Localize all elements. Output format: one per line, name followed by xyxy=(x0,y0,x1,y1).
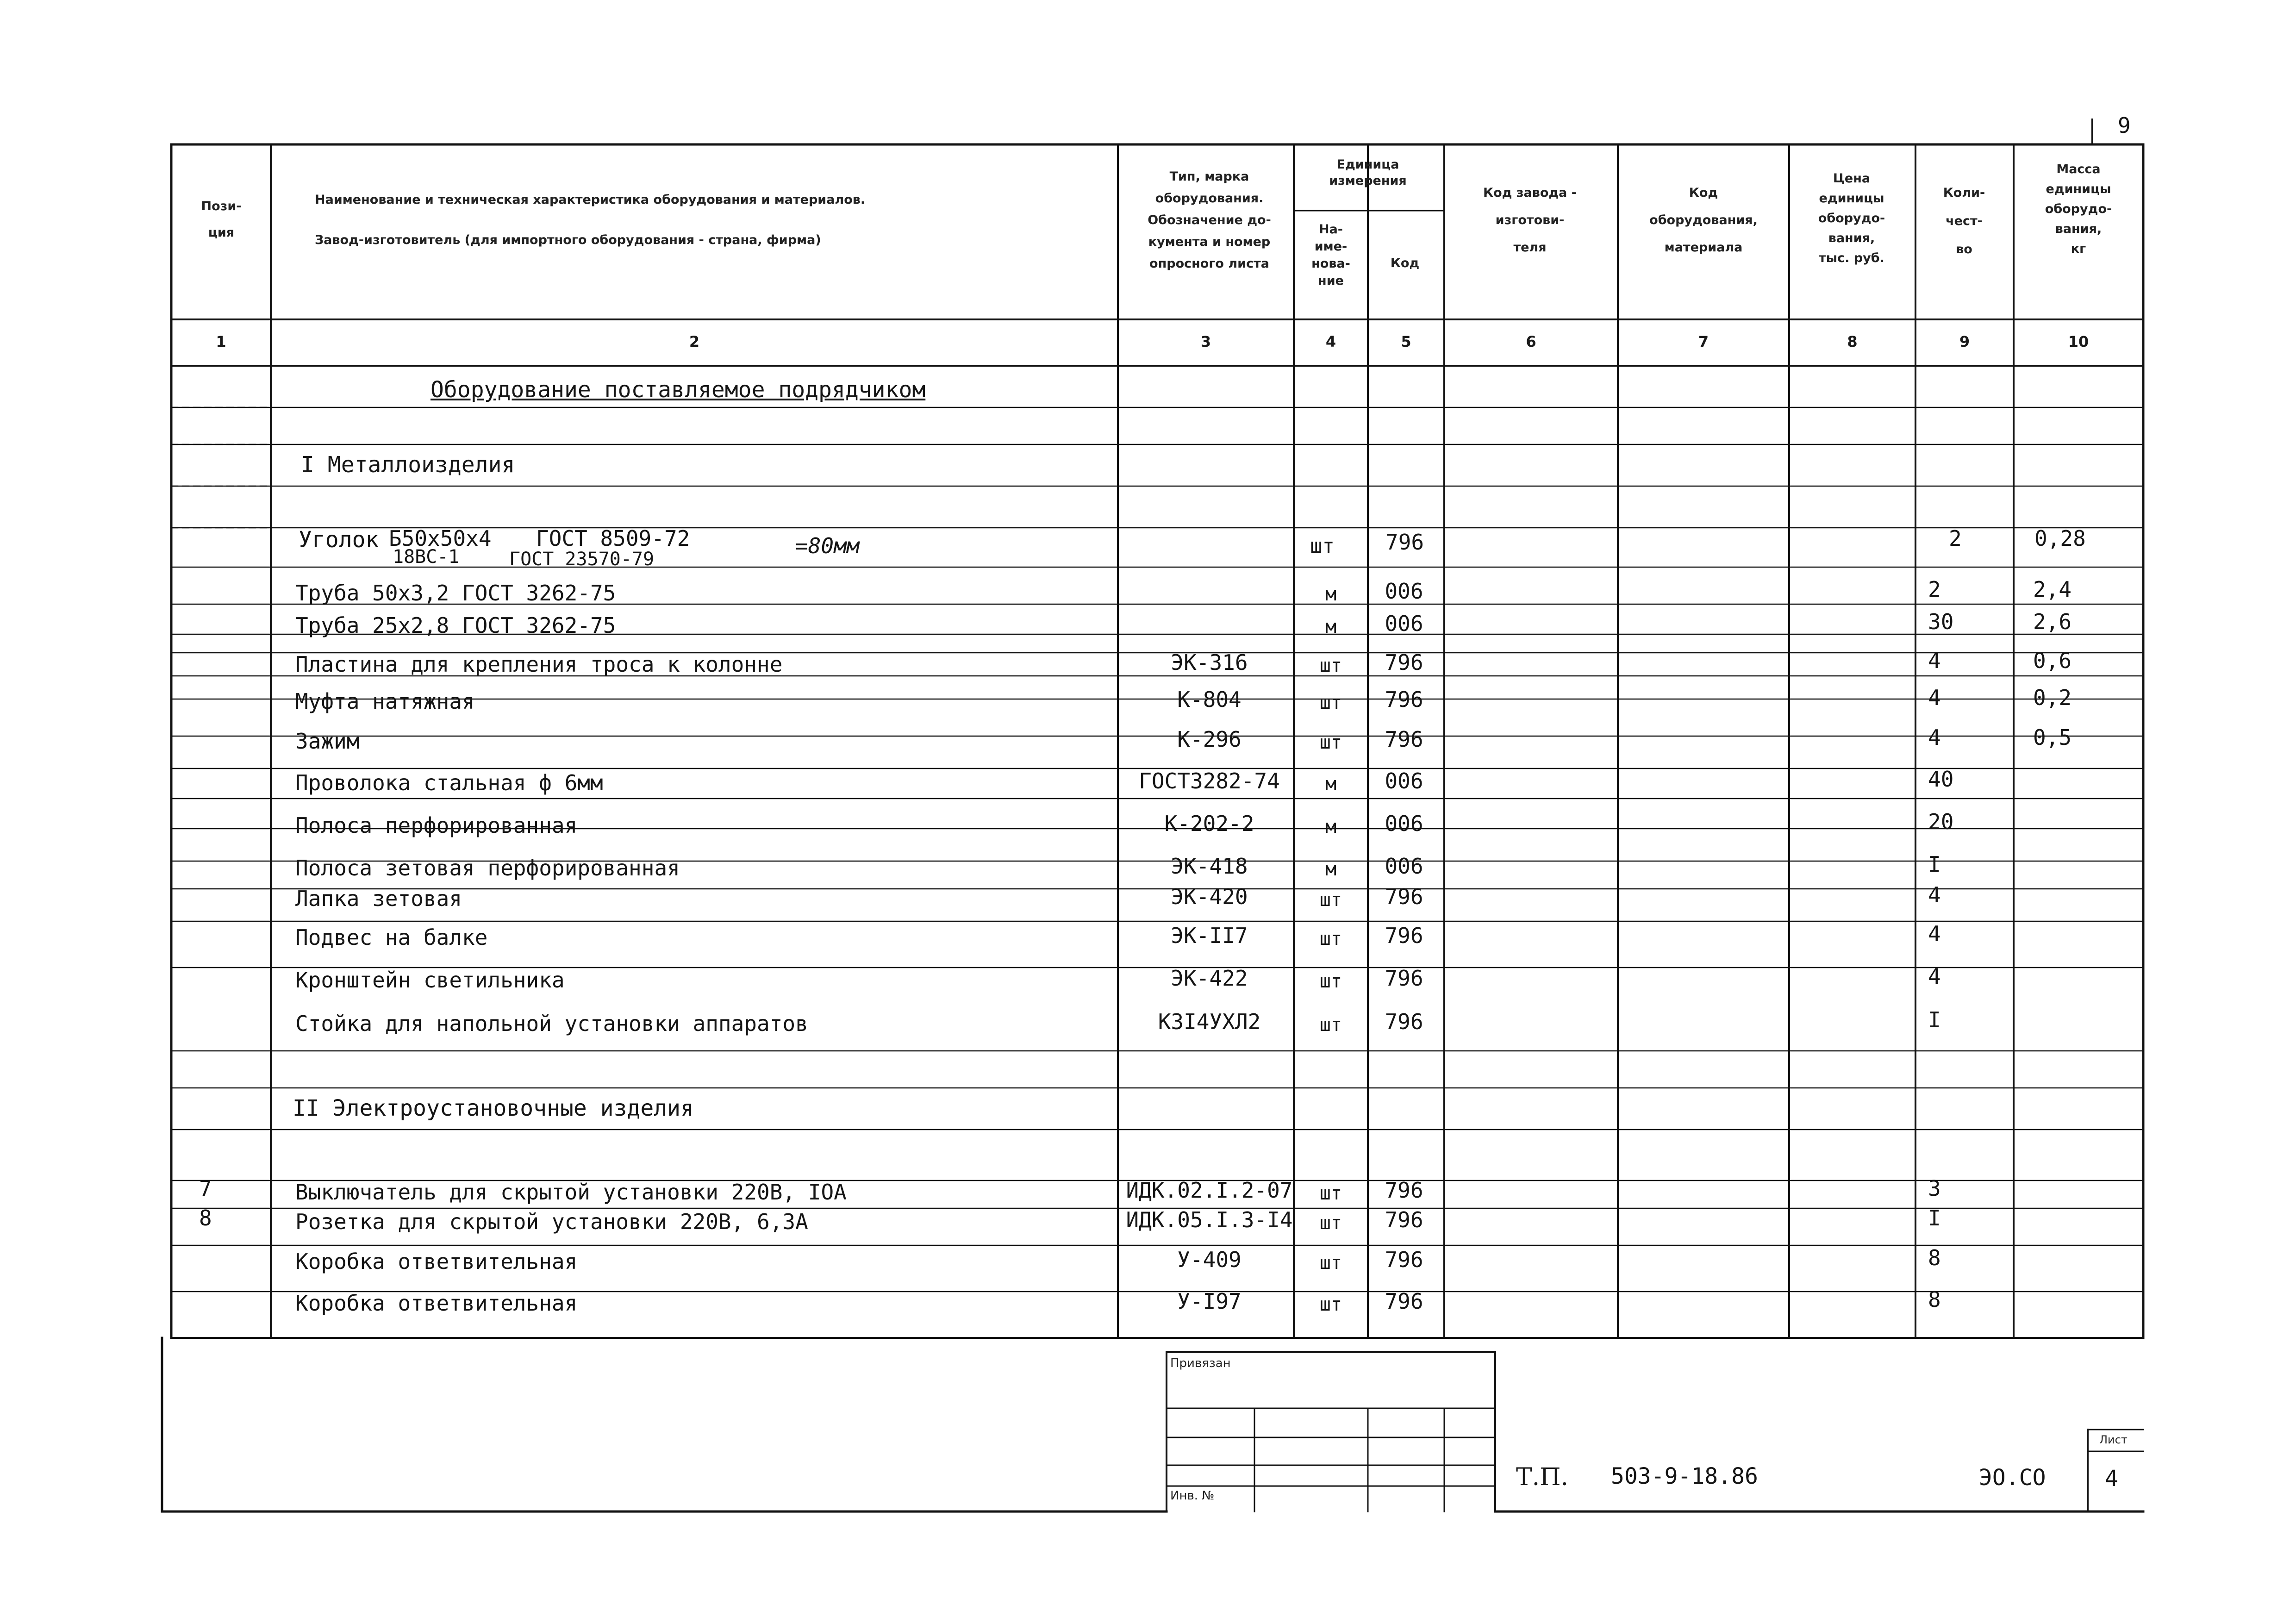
header-line: Наименование и техническая характеристика оборудования и материалов. xyxy=(315,193,866,207)
item-name: Розетка для скрытой установки 220В, 6,3А xyxy=(295,1209,808,1234)
item-type: ЭК-420 xyxy=(1171,884,1248,909)
item-name: Коробка ответвительная xyxy=(295,1249,578,1274)
header-line: Код завода - xyxy=(1483,186,1577,200)
item-code: 796 xyxy=(1385,1289,1423,1314)
item-name: Кронштейн светильника xyxy=(295,968,565,993)
item-code: 796 xyxy=(1385,884,1423,909)
item-mass: 0,6 xyxy=(2033,648,2072,673)
item-name: Проволока стальная ф 6мм xyxy=(295,770,603,795)
header-unit-code xyxy=(1368,257,1442,269)
column-number: 1 xyxy=(216,333,226,350)
column-number: 2 xyxy=(689,333,700,350)
item-name: Муфта натяжная xyxy=(295,689,475,714)
header-line: изготови- xyxy=(1495,213,1565,227)
item-code: 796 xyxy=(1385,687,1423,712)
header-line: ция xyxy=(208,225,235,240)
item-quantity: 20 xyxy=(1928,809,1954,834)
header-mass xyxy=(2014,163,2143,262)
group-title-electrical: II Электроустановочные изделия xyxy=(293,1095,694,1121)
item-unit: шт xyxy=(1319,971,1342,992)
item-unit: шт xyxy=(1319,1294,1342,1315)
item-type: ИДК.02.I.2-07 xyxy=(1126,1178,1293,1203)
header-line: На- xyxy=(1318,222,1343,237)
column-number: 6 xyxy=(1526,333,1536,350)
item-quantity: I xyxy=(1928,1007,1941,1032)
header-unit-name xyxy=(1294,223,1368,292)
header-line: теля xyxy=(1513,240,1547,255)
item-position: 7 xyxy=(199,1176,212,1201)
header-line: име- xyxy=(1314,239,1348,254)
stamp-doc-number: 503-9-18.86 xyxy=(1611,1463,1758,1489)
item-code: 006 xyxy=(1385,811,1423,836)
header-line: материала xyxy=(1664,240,1743,255)
column-number: 3 xyxy=(1200,333,1211,350)
column-number: 10 xyxy=(2068,333,2089,350)
header-line: Завод-изготовитель (для импортного оборудования - страна, фирма) xyxy=(315,233,821,247)
item-code: 796 xyxy=(1385,923,1423,948)
item-name: Труба 25х2,8 ГОСТ 3262-75 xyxy=(295,613,616,638)
item-unit: шт xyxy=(1319,692,1342,713)
item-code: 796 xyxy=(1385,1178,1423,1203)
item-code: 006 xyxy=(1385,579,1423,604)
item-code: 796 xyxy=(1385,1247,1423,1272)
item-mass: 0,2 xyxy=(2033,685,2072,710)
item-type: ЭК-422 xyxy=(1171,966,1248,991)
header-line: Пози- xyxy=(201,199,242,213)
header-line: Коли- xyxy=(1943,186,1985,200)
item-unit: м xyxy=(1325,616,1337,637)
item-type: ИДК.05.I.3-I4 xyxy=(1126,1207,1293,1232)
item-unit: м xyxy=(1325,859,1337,880)
header-line: единицы xyxy=(2046,182,2111,196)
header-manufacturer-code xyxy=(1444,187,1616,269)
header-name xyxy=(315,194,865,274)
column-number: 4 xyxy=(1325,333,1336,350)
item-type: К-804 xyxy=(1177,687,1242,712)
header-line: Масса xyxy=(2056,162,2101,176)
column-number: 9 xyxy=(1959,333,1970,350)
item-quantity: I xyxy=(1928,1206,1941,1230)
item-unit: шт xyxy=(1319,1212,1342,1234)
header-line: оборудо- xyxy=(1818,211,1885,225)
item-type: ГОСТ3282-74 xyxy=(1139,768,1280,793)
item-name: Труба 50х3,2 ГОСТ 3262-75 xyxy=(295,581,616,606)
header-line: вания, xyxy=(2055,222,2102,236)
header-line: измерения xyxy=(1329,174,1407,188)
header-line: оборудо- xyxy=(2045,202,2112,216)
item-code: 006 xyxy=(1385,854,1423,879)
column-number: 5 xyxy=(1401,333,1411,350)
item-quantity: 4 xyxy=(1928,648,1941,673)
header-line: Цена xyxy=(1833,171,1871,186)
item-name: Подвес на балке xyxy=(295,925,488,950)
item-code: 006 xyxy=(1385,611,1423,636)
item-code: 796 xyxy=(1385,1207,1423,1232)
item-name: Коробка ответвительная xyxy=(295,1291,578,1316)
item-quantity: 4 xyxy=(1928,725,1941,750)
item-mass: 0,5 xyxy=(2033,725,2072,750)
item-unit: м xyxy=(1325,584,1337,605)
header-line: оборудования. xyxy=(1155,191,1264,206)
item-position: 8 xyxy=(199,1206,212,1230)
item-mass: 0,28 xyxy=(2034,526,2086,551)
item-name: Выключатель для скрытой установки 220В, IOA xyxy=(295,1180,847,1205)
item-gost-lower: ГОСТ 23570-79 xyxy=(509,549,655,570)
item-name: Полоса зетовая перфорированная xyxy=(295,856,680,881)
header-line: Код xyxy=(1689,186,1718,200)
stamp-section: ЭО.СО xyxy=(1979,1465,2046,1491)
item-code: 796 xyxy=(1385,727,1423,752)
section-title: Оборудование поставляемое подрядчиком xyxy=(430,377,926,403)
item-name: Зажим xyxy=(295,729,360,754)
item-quantity: 4 xyxy=(1928,685,1941,710)
page-number: 9 xyxy=(2118,113,2131,138)
item-unit: шт xyxy=(1319,655,1342,676)
header-line: кумента и номер xyxy=(1148,235,1271,249)
item-name: Лапка зетовая xyxy=(295,886,462,911)
item-unit: шт xyxy=(1319,928,1342,949)
header-line: вания, xyxy=(1828,231,1875,245)
item-unit: м xyxy=(1325,816,1337,837)
item-code: 796 xyxy=(1385,966,1423,991)
header-line: нова- xyxy=(1311,256,1350,271)
item-quantity: 2 xyxy=(1928,577,1941,602)
column-number: 7 xyxy=(1698,333,1709,350)
group-title-metal: I Металлоизделия xyxy=(301,452,515,478)
stamp-sheet-label: Лист xyxy=(2099,1433,2128,1446)
item-unit: шт xyxy=(1319,1014,1342,1036)
item-quantity: 3 xyxy=(1928,1176,1941,1201)
item-gost: ГОСТ 8509-72 xyxy=(536,526,690,551)
item-name: Уголок xyxy=(299,527,379,553)
item-quantity: 8 xyxy=(1928,1287,1941,1312)
header-line: во xyxy=(1956,242,1972,256)
header-line: кг xyxy=(2071,242,2086,256)
item-name: Стойка для напольной установки аппаратов xyxy=(295,1011,808,1036)
item-unit: шт xyxy=(1310,534,1335,558)
item-quantity: 4 xyxy=(1928,921,1941,946)
header-position xyxy=(175,200,268,253)
stamp-privyazan: Привязан xyxy=(1170,1356,1231,1370)
header-line: Обозначение до- xyxy=(1148,213,1271,227)
header-line: опросного листа xyxy=(1149,256,1269,271)
item-code: 796 xyxy=(1385,530,1424,555)
item-type: ЭК-418 xyxy=(1171,854,1248,879)
header-line: единицы xyxy=(1819,191,1884,206)
header-line: чест- xyxy=(1946,214,1983,228)
item-spec-lower: 18ВС-1 xyxy=(393,546,460,568)
item-type: ЭК-316 xyxy=(1171,650,1248,675)
item-mass: 2,4 xyxy=(2033,577,2072,602)
item-type: ЭК-II7 xyxy=(1171,923,1248,948)
item-type: К3I4УХЛ2 xyxy=(1158,1009,1261,1034)
item-quantity: 40 xyxy=(1928,767,1954,792)
item-spec: Б50х50х4 xyxy=(389,526,492,551)
header-line: Тип, марка xyxy=(1169,169,1249,184)
item-unit: шт xyxy=(1319,732,1342,753)
item-name: Полоса перфорированная xyxy=(295,813,578,838)
item-type: У-409 xyxy=(1177,1247,1242,1272)
header-line: тыс. руб. xyxy=(1819,251,1884,265)
item-unit: шт xyxy=(1319,1183,1342,1204)
stamp-sheet-number: 4 xyxy=(2105,1466,2118,1492)
item-length: =80мм xyxy=(795,533,860,558)
item-mass: 2,6 xyxy=(2033,609,2072,634)
item-type: У-I97 xyxy=(1177,1289,1242,1314)
header-line: оборудования, xyxy=(1649,213,1758,227)
header-type xyxy=(1118,170,1301,279)
header-equipment-code xyxy=(1618,187,1789,269)
item-unit: шт xyxy=(1319,1252,1342,1274)
stamp-doc-code: Т.П. xyxy=(1516,1463,1569,1491)
item-quantity: 4 xyxy=(1928,882,1941,907)
header-line: Код xyxy=(1390,256,1420,270)
item-quantity: 2 xyxy=(1949,526,1962,551)
item-quantity: 8 xyxy=(1928,1245,1941,1270)
item-code: 796 xyxy=(1385,1009,1423,1034)
item-code: 006 xyxy=(1385,768,1423,793)
header-quantity xyxy=(1915,187,2013,271)
item-quantity: 30 xyxy=(1928,609,1954,634)
item-quantity: I xyxy=(1928,852,1941,877)
item-type: К-296 xyxy=(1177,727,1242,752)
item-type: К-202-2 xyxy=(1164,811,1254,836)
item-code: 796 xyxy=(1385,650,1423,675)
header-line: ние xyxy=(1318,274,1344,288)
item-unit: шт xyxy=(1319,889,1342,911)
column-number: 8 xyxy=(1847,333,1858,350)
stamp-inventory-number: Инв. № xyxy=(1170,1489,1215,1503)
header-line: Единица xyxy=(1336,157,1399,172)
header-unit xyxy=(1294,158,1442,191)
item-unit: м xyxy=(1325,774,1337,795)
header-price xyxy=(1789,172,1914,272)
item-quantity: 4 xyxy=(1928,964,1941,989)
item-name: Пластина для крепления троса к колонне xyxy=(295,652,783,677)
